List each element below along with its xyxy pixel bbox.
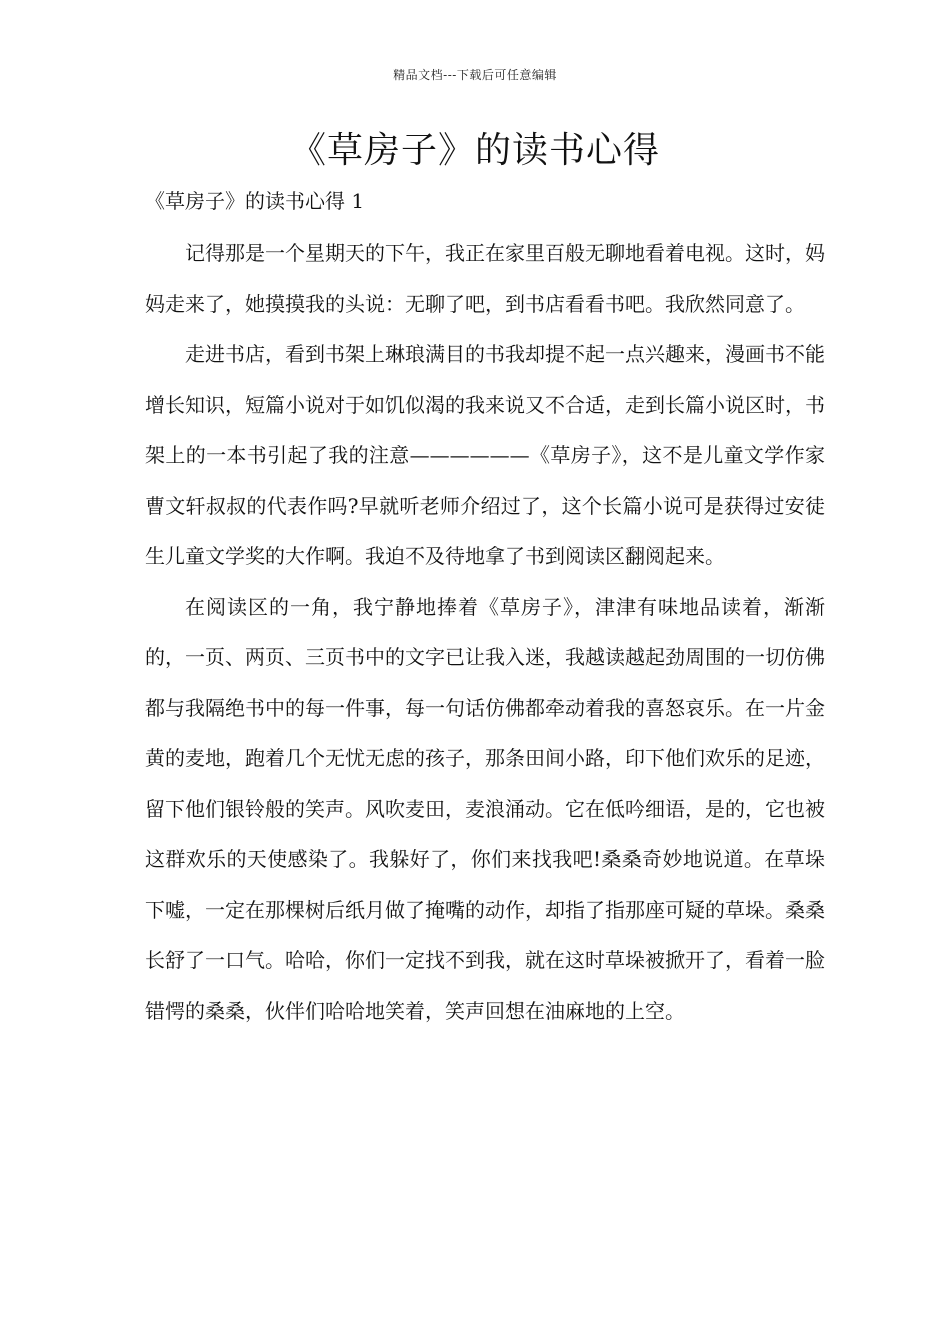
- paragraph-3: 在阅读区的一角，我宁静地捧着《草房子》，津津有味地品读着，渐渐的，一页、两页、三页书中的文字已让我入迷，我越读越起劲周围的一切仿佛都与我隔绝书中的每一件事，每一句话仿佛都牵动着我的喜怒哀乐。在一片金黄的麦地，跑着几个无忧无虑的孩子，那条田间小路，印下他们欢乐的足迹，留下他们银铃般的笑声。风吹麦田，麦浪涌动。它在低吟细语，是的，它也被这群欢乐的天使感染了。我躲好了，你们来找我吧!桑桑奇妙地说道。在草垛下嘘，一定在那棵树后纸月做了掩嘴的动作，却指了指那座可疑的草垛。桑桑长舒了一口气。哈哈，你们一定找不到我，就在这时草垛被掀开了，看着一脸错愕的桑桑，伙伴们哈哈地笑着，笑声回想在油麻地的上空。: [145, 594, 825, 1023]
- header-note: 精品文档---下载后可任意编辑: [393, 68, 557, 82]
- document-title: 《草房子》的读书心得: [289, 130, 660, 171]
- paragraph-1: 记得那是一个星期天的下午，我正在家里百般无聊地看着电视。这时，妈妈走来了，她摸摸我的头说：无聊了吧，到书店看看书吧。我欣然同意了。: [145, 241, 825, 316]
- document-body: [145, 228, 825, 1036]
- paragraph-2: 走进书店，看到书架上琳琅满目的书我却提不起一点兴趣来，漫画书不能增长知识，短篇小说对于如饥似渴的我来说又不合适，走到长篇小说区时，书架上的一本书引起了我的注意——————《草房子》，这不是儿童文学作家曹文轩叔叔的代表作吗?早就听老师介绍过了，这个长篇小说可是获得过安徒生儿童文学奖的大作啊。我迫不及待地拿了书到阅读区翻阅起来。: [145, 342, 825, 568]
- section-heading: 《草房子》的读书心得 1: [145, 189, 365, 213]
